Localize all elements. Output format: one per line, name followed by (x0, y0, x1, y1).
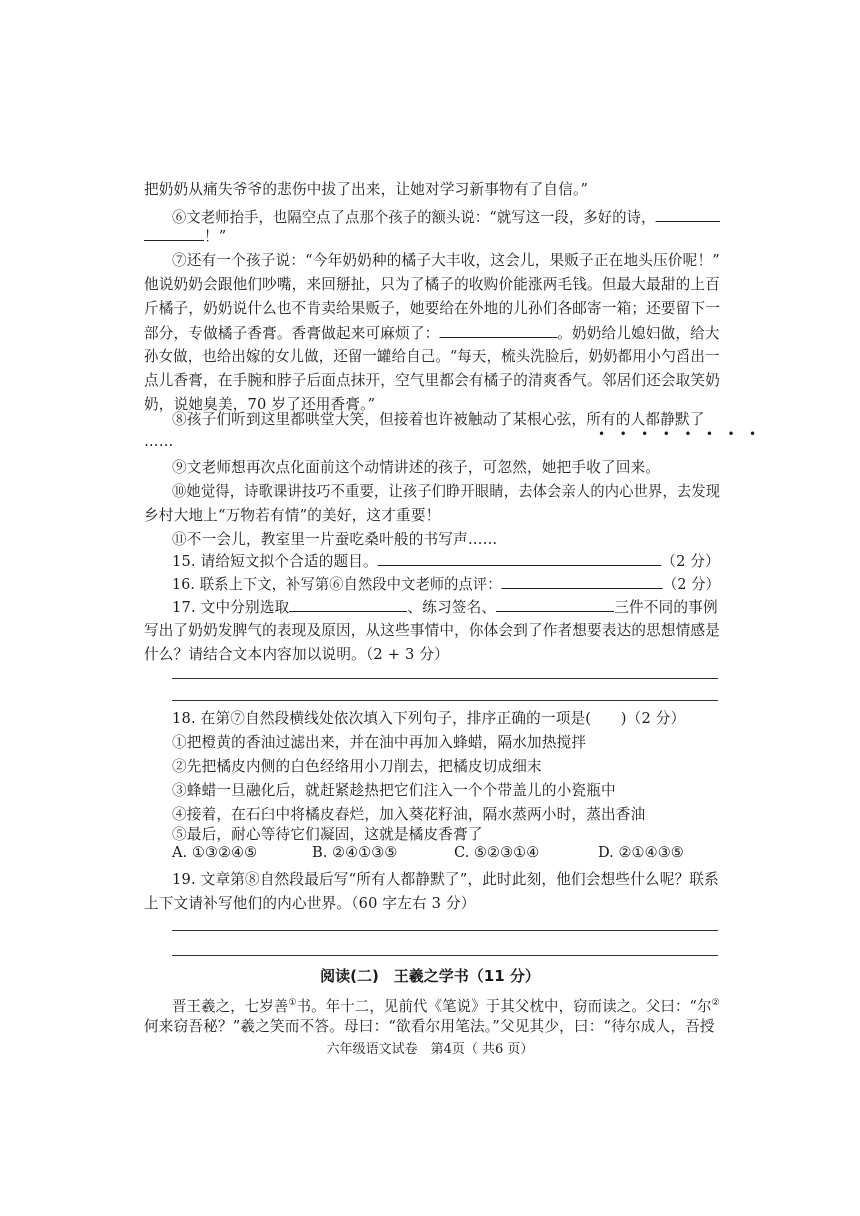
question-18-item: ③蜂蜡一旦融化后，就赶紧趁热把它们注入一个个带盖儿的小瓷瓶中 (172, 782, 616, 799)
answer-blank-p6b (144, 226, 204, 241)
option-c[interactable]: C. ⑤②③①④ (454, 844, 540, 861)
question-18-item: ①把橙黄的香油过滤出来，并在油中再加入蜂蜡，隔水加热搅拌 (172, 734, 587, 751)
paragraph-7-line: 点儿香膏，在手腕和脖子后面点抹开，空气里都会有橘子的清爽香气。邻居们还会取笑奶 (144, 372, 720, 389)
reading-2-text: 晋王羲之，七岁善 (172, 997, 289, 1015)
option-b[interactable]: B. ②④①③⑤ (312, 844, 398, 861)
paragraph-6 (172, 207, 720, 228)
question-17-text: 三件不同的事例 (614, 599, 718, 616)
question-15-text: 15. 请给短文拟个合适的题目。 (172, 553, 378, 570)
question-16-text: 16. 联系上下文，补写第⑥自然段中文老师的点评： (172, 576, 502, 593)
question-16 (172, 574, 720, 595)
question-19-line1: 19. 文章第⑧自然段最后写“所有人都静默了”，此时此刻，他们会想些什么呢？联系 (172, 871, 719, 888)
paragraph-7-line: 他说奶奶会跟他们吵嘴，来回掰扯，只为了橘子的收购价能涨两毛钱。但最大最甜的上百 (144, 276, 720, 293)
paragraph-7-line: 斤橘子，奶奶说什么也不肯卖给果贩子，她要给在外地的儿孙们各邮寄一箱；还要留下一 (144, 300, 720, 317)
option-a[interactable]: A. ①③②④⑤ (172, 844, 258, 861)
reading-2-text: 书。年十二，见前代《笔说》于其父枕中，窃而读之。父曰：“尔 (296, 997, 712, 1015)
option-d[interactable]: D. ②①④③⑤ (598, 844, 684, 861)
question-17-line2: 写出了奶奶发脾气的表现及原因，从这些事情中，你体会到了作者想要表达的思想情感是 (144, 622, 720, 639)
reading-2-title: 阅读(二) 王羲之学书（11 分） (320, 967, 540, 985)
paragraph-7-line4 (144, 323, 720, 344)
footnote-marker-1: ① (288, 998, 297, 1008)
paragraph-7-line: 奶，说她臭美，70 岁了还用香膏。” (144, 396, 376, 413)
paragraph-7-line: ⑦还有一个孩子说：“今年奶奶种的橘子大丰收，这会儿，果贩子正在地头压价呢！” (172, 252, 720, 269)
question-18-item: ②先把橘皮内侧的白色经络用小刀削去，把橘皮切成细末 (172, 758, 542, 775)
question-18-item: ④接着，在石臼中将橘皮舂烂，加入葵花籽油，隔水蒸两小时，蒸出香油 (172, 806, 646, 823)
footnote-marker-2: ② (711, 998, 720, 1008)
question-19-line2: 上下文请补写他们的内心世界。（60 字左右 3 分） (144, 895, 476, 912)
question-18-item: ⑤最后，耐心等待它们凝固，这就是橘皮香膏了 (172, 826, 483, 843)
paragraph-6-end: ！” (204, 228, 227, 245)
question-15-score: （2 分） (661, 553, 720, 570)
paragraph-9: ⑨文老师想再次点化面前这个动情讲述的孩子，可忽然，她把手收了回来。 (172, 459, 661, 476)
answer-blank-q15[interactable] (378, 551, 661, 566)
question-17-text: 、练习签名、 (407, 599, 497, 616)
paragraph-7-text: 部分，专做橘子香膏。香膏做起来可麻烦了： (144, 325, 440, 342)
paragraph-7-text: 。奶奶给儿媳妇做，给大 (557, 325, 720, 342)
answer-blank-q17b[interactable] (496, 597, 614, 612)
question-17-line3: 什么？请结合文本内容加以说明。（2 + 3 分） (144, 646, 449, 663)
answer-blank-p7 (439, 323, 557, 338)
paragraph-8-ellipsis: …… (144, 433, 174, 450)
answer-blank-q17a[interactable] (289, 597, 407, 612)
answer-blank-q16[interactable] (502, 574, 663, 589)
question-17 (172, 597, 718, 618)
question-16-score: （2 分） (662, 576, 721, 593)
paragraph-7-line: 孙女做，也给出嫁的女儿做，还留一罐给自己。“每天，梳头洗脸后，奶奶都用小勺舀出一 (144, 348, 720, 365)
answer-blank-p6a (656, 207, 720, 222)
paragraph-6-text: ⑥文老师抬手，也隔空点了点那个孩子的额头说：“就写这一段，多好的诗， (172, 209, 656, 226)
paragraph-8: ⑧孩子们听到这里都哄堂大笑，但接着也许被触动了某根心弦，所有的人都静默了 (172, 411, 705, 428)
question-18-options (172, 843, 732, 863)
question-15 (172, 551, 720, 572)
answer-line-q17[interactable] (172, 678, 718, 679)
answer-line-q19[interactable] (172, 930, 718, 931)
paragraph-5-end: 把奶奶从痛失爷爷的悲伤中拔了出来，让她对学习新事物有了自信。” (144, 181, 589, 198)
paragraph-10-line: 乡村大地上“万物若有情”的美好，这才重要！ (144, 507, 441, 524)
question-17-text: 17. 文中分别选取 (172, 599, 290, 616)
answer-line-q17[interactable] (172, 700, 718, 701)
paragraph-10-line: ⑩她觉得，诗歌课讲技巧不重要，让孩子们睁开眼睛，去体会亲人的内心世界，去发现 (172, 483, 721, 500)
paragraph-11: ⑪不一会儿，教室里一片蚕吃桑叶般的书写声…… (172, 531, 498, 548)
answer-line-q19[interactable] (172, 955, 718, 956)
page-footer: 六年级语文试卷 第4页（ 共6 页） (326, 1042, 534, 1057)
reading-2-line1 (172, 993, 720, 1017)
reading-2-line2: 何来窃吾秘？”羲之笑而不答。母曰：“欲看尔用笔法。”父见其少，曰：“待尔成人，吾授 (144, 1018, 715, 1035)
emphasis-dots: •••••••• (598, 427, 771, 441)
question-18-stem: 18. 在第⑦自然段横线处依次填入下列句子，排序正确的一项是( )（2 分） (172, 710, 686, 727)
paragraph-6-line2 (144, 226, 226, 247)
